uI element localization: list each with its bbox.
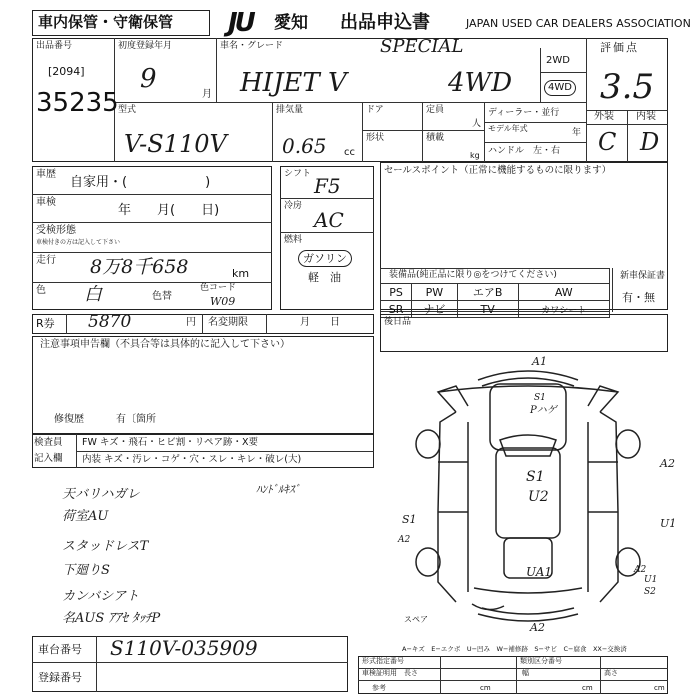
mark-u2-roof: U2: [528, 489, 549, 505]
color-label: 色: [36, 285, 46, 296]
dealer-label: ディーラー・並行: [488, 108, 560, 118]
inspector-entry-label: 記入欄: [34, 453, 63, 464]
warranty-value: 有・無: [622, 291, 655, 304]
form-title: 出品申込書: [340, 12, 430, 33]
drive-2wd: 2WD: [546, 55, 570, 66]
fuel-label: 燃料: [284, 235, 303, 245]
width-cm: cm: [582, 684, 593, 692]
mark-u1-right: U1: [660, 517, 677, 530]
notes-title: 注意事項申告欄（不具合等は具体的に記入して下さい）: [40, 339, 290, 350]
model-value: V-S110V: [124, 130, 227, 158]
hand-note-2: 荷室AU: [62, 509, 109, 524]
hand-note-1: 天バリハガレ: [62, 487, 140, 502]
damage-legend: A−キズ E−エクボ U−凹み W−補修跡 S−サビ C−腐食 XX−交換済: [402, 645, 627, 653]
fuel-gasoline-circled: ガソリン: [298, 250, 352, 267]
color-code-label: 色コード: [200, 283, 237, 293]
hand-note-6: 名AUS ｱｱｾ ﾀｯﾁP: [62, 611, 161, 626]
cert-label: 車検証明用: [362, 669, 397, 677]
mileage-label: 走行: [36, 255, 56, 266]
grade-value: SPECIAL: [380, 36, 464, 57]
mark-a2-rear-right: A2: [634, 565, 647, 575]
inspection-label: 車検: [36, 197, 56, 208]
mark-a2-left: A2: [398, 535, 411, 545]
mark-s2-rear-right: S2: [644, 587, 656, 597]
accept-note: 車検付きの方は記入して下さい: [36, 239, 121, 246]
width-label: 幅: [522, 669, 529, 677]
drive-value: 4WD: [448, 68, 513, 98]
exterior-label: 外装: [594, 111, 614, 122]
color-value: 白: [84, 284, 102, 305]
mark-ua1-rear: UA1: [526, 565, 553, 579]
interior-value: D: [640, 128, 660, 156]
after-items-box: [380, 314, 668, 352]
model-year-label: モデル年式: [488, 124, 528, 133]
length-label: 長さ: [404, 669, 418, 677]
mark-paint-peel: Pハゲ: [530, 405, 557, 416]
equipment-title: 装備品(純正品に限り◎をつけてください): [389, 270, 557, 280]
door-label: ドア: [366, 105, 384, 115]
association-name: JAPAN USED CAR DEALERS ASSOCIATION: [466, 17, 691, 30]
inspector-fw-line: FW キズ・飛石・ヒビ割・リペア跡・X要: [82, 437, 259, 448]
model-label: 型式: [118, 105, 137, 115]
capacity-label: 定員: [426, 105, 445, 115]
name-change-value: 月 日: [300, 317, 340, 328]
rating-label: 評価点: [600, 41, 639, 54]
length-cm: cm: [480, 684, 491, 692]
equip-leather-seat: カワシート: [518, 301, 609, 318]
cc-unit: cc: [344, 147, 355, 158]
fuel-diesel: 軽 油: [308, 271, 341, 284]
equip-sr: SR: [381, 301, 412, 318]
ju-logo: JU: [228, 8, 253, 38]
km-unit: km: [232, 267, 250, 280]
capacity-unit: 人: [472, 119, 482, 129]
name-grade-label: 車名・グレード: [220, 41, 284, 51]
rating-value: 3.5: [600, 67, 655, 107]
shift-label: シフト: [284, 169, 312, 179]
mark-a1-top: A1: [532, 355, 547, 368]
name-change-label: 名変期限: [208, 317, 248, 328]
shape-label: 形状: [366, 133, 385, 143]
kg-unit: kg: [470, 151, 480, 160]
cool-value: AC: [314, 208, 344, 232]
car-name-value: HIJET V: [240, 68, 347, 98]
hand-note-4: 下廻りS: [62, 563, 110, 578]
equip-tv: TV: [457, 301, 518, 318]
lot-small-number: [2094]: [48, 65, 85, 78]
equip-aw: AW: [518, 284, 609, 301]
lot-number: 35235: [36, 88, 119, 118]
displacement-value: 0.65: [282, 134, 327, 158]
recycle-value: 5870: [88, 312, 132, 332]
repair-value: 有〔箇所: [116, 414, 156, 425]
drive-4wd-circled: 4WD: [544, 80, 576, 96]
height-cm: cm: [654, 684, 665, 692]
mark-s1-roof: S1: [526, 469, 545, 485]
height-label: 高さ: [604, 669, 618, 677]
equipment-table: [380, 268, 610, 316]
registration-label: 登録番号: [38, 671, 82, 684]
mark-s1-left: S1: [402, 513, 417, 526]
month-unit: 月: [202, 89, 212, 100]
interior-label: 内装: [636, 111, 656, 122]
reference-label: 参考: [372, 684, 386, 692]
mark-u1-rear-right: U1: [644, 575, 658, 585]
spare-label: スペア: [404, 615, 428, 624]
equip-airbag: エアB: [457, 284, 518, 301]
mark-s1-hood: S1: [534, 393, 546, 403]
displacement-label: 排気量: [276, 105, 304, 115]
cool-label: 冷房: [284, 201, 303, 211]
lot-label: 出品番号: [36, 41, 73, 51]
equip-pw: PW: [412, 284, 458, 301]
load-label: 積載: [426, 133, 445, 143]
sales-point-label: セールスポイント（正常に機能するものに限ります）: [384, 165, 612, 176]
mark-a2-bottom: A2: [530, 621, 545, 634]
hand-note-5: カンバシアト: [62, 589, 140, 604]
after-items-label: 後日品: [384, 317, 412, 327]
history-value: 自家用・( ): [70, 175, 211, 190]
repair-label: 修復歴: [54, 414, 84, 425]
handle-label: ハンドル 左・右: [488, 146, 561, 156]
storage-label: 車内保管・守衛保管: [38, 13, 174, 31]
mark-a2-right: A2: [660, 457, 675, 470]
equip-ps: PS: [381, 284, 412, 301]
hand-note-side: ﾊﾝﾄﾞﾙｷｽﾞ: [256, 483, 300, 496]
type-number-label: 形式指定番号: [362, 657, 404, 665]
inspection-value: 年 月( 日): [118, 203, 220, 218]
exterior-value: C: [598, 128, 617, 156]
chassis-value: S110V-035909: [110, 636, 258, 660]
first-reg-value: 9: [140, 64, 157, 94]
yen-unit: 円: [186, 317, 196, 328]
inspector-label: 検査員: [34, 437, 63, 448]
history-label: 車歴: [36, 169, 56, 180]
warranty-label: 新車保証書: [620, 271, 666, 281]
org-name: 愛知: [274, 13, 308, 33]
color-change-label: 色替: [152, 291, 172, 302]
inspector-interior-line: 内装 キズ・汚レ・コゲ・穴・スレ・キレ・破レ(大): [82, 454, 302, 465]
year-unit: 年: [572, 128, 582, 138]
color-code-value: W09: [210, 295, 236, 308]
chassis-label: 車台番号: [38, 643, 82, 656]
shift-value: F5: [314, 174, 341, 198]
recycle-label: R券: [36, 317, 55, 330]
hand-note-3: スタッドレスT: [62, 539, 149, 554]
mileage-value: 8万8千658: [90, 256, 189, 278]
first-reg-label: 初度登録年月: [118, 41, 173, 51]
equip-navi: ナビ: [412, 301, 458, 318]
class-number-label: 類別区分番号: [520, 657, 562, 665]
accept-label: 受検形態: [36, 225, 76, 236]
